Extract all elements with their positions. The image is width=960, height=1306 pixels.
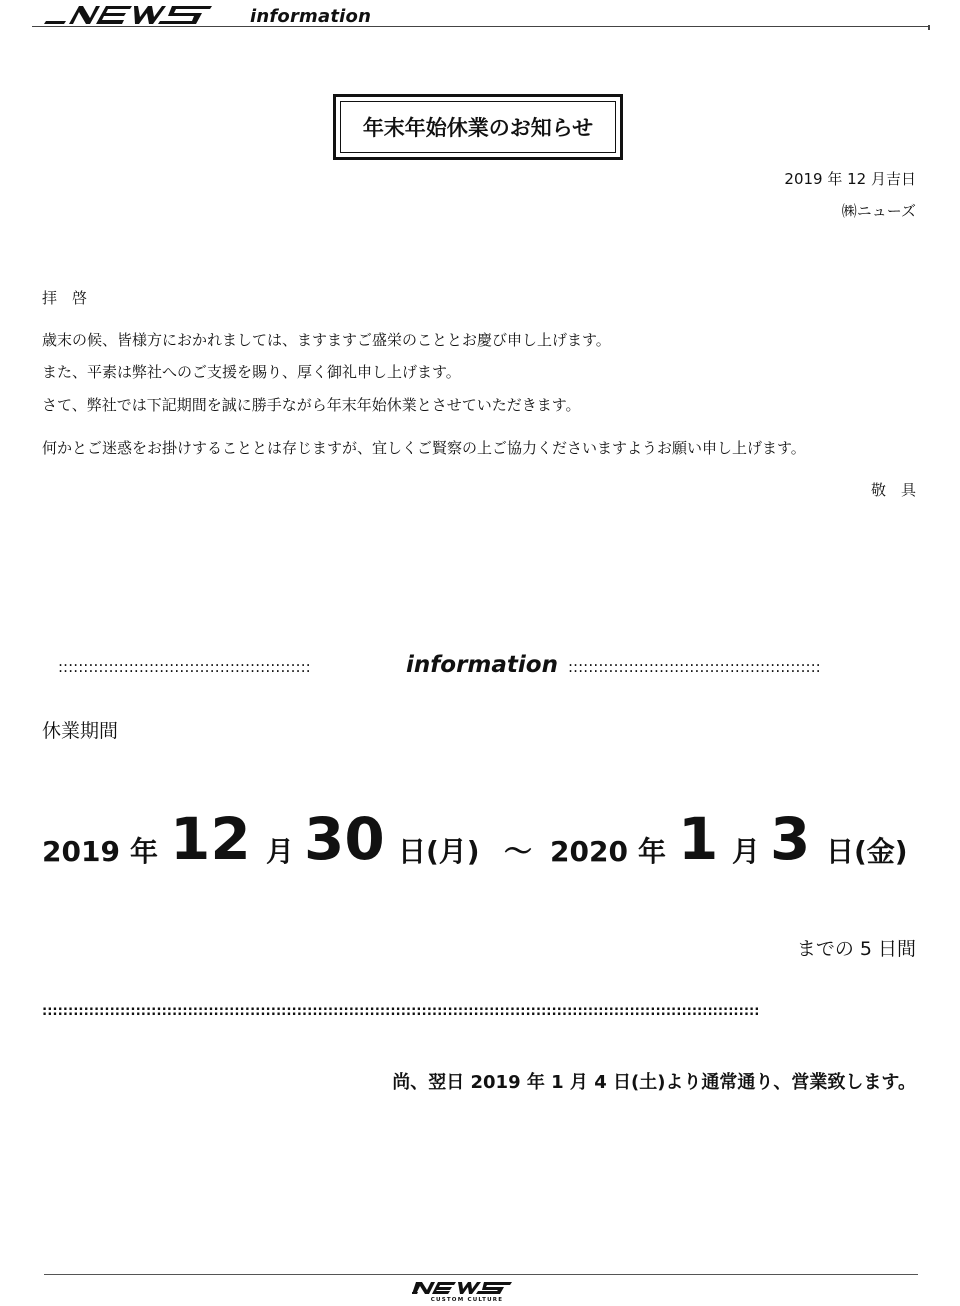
start-day: 30 <box>304 805 385 873</box>
header-rule <box>32 26 930 27</box>
notice-title-box <box>333 94 623 160</box>
end-day: 3 <box>770 805 811 873</box>
closing: 敬 具 <box>870 481 916 499</box>
information-label: information <box>406 652 558 678</box>
end-year-char: 年 <box>638 835 667 868</box>
start-month: 12 <box>170 805 251 873</box>
dotted-separator: :::::::::::::::::::::::::::::::::::::::::::::::::::::::::::::::::::::::::::::::::::::::::::::::::::::::::::::::::::::::::::::::::::::::::: <box>42 1004 760 1019</box>
footer-tagline: CUSTOM CULTURE <box>430 1297 504 1302</box>
salutation: 拝 啓 <box>42 289 88 307</box>
news-logo <box>42 4 232 24</box>
end-day-suffix: 日(金) <box>826 835 908 868</box>
resume-notice: 尚、翌日 2019 年 1 月 4 日(土)より通常通り、営業致します。 <box>392 1072 916 1093</box>
start-day-suffix: 日(月) <box>398 835 480 868</box>
start-month-char: 月 <box>266 835 295 868</box>
end-month-char: 月 <box>732 835 761 868</box>
holiday-total: までの 5 日間 <box>796 938 916 960</box>
holiday-date-range <box>42 800 922 880</box>
information-divider <box>58 652 900 682</box>
news-footer-logo <box>412 1278 522 1302</box>
header-title: information <box>250 6 372 27</box>
range-tilde: ～ <box>504 835 533 868</box>
end-year: 2020 <box>550 835 628 868</box>
end-month: 1 <box>678 805 719 873</box>
start-year: 2019 <box>42 835 120 868</box>
body-line-4: 何かとご迷惑をお掛けすることとは存じますが、宜しくご賢察の上ご協力くださいますようお願い申し上げます。 <box>42 439 806 457</box>
divider-dots-left: :::::::::::::::::::::::::::::::::::::::::::::::::: <box>58 658 311 676</box>
body-line-1: 歳末の候、皆様方におかれましては、ますますご盛栄のこととお慶び申し上げます。 <box>42 331 611 349</box>
company-name: ㈱ニューズ <box>841 202 916 220</box>
start-year-char: 年 <box>130 835 159 868</box>
period-label: 休業期間 <box>42 720 119 742</box>
header-rule-end <box>928 25 930 30</box>
body-line-3: さて、弊社では下記期間を誠に勝手ながら年末年始休業とさせていただきます。 <box>42 396 581 414</box>
notice-date: 2019 年 12 月吉日 <box>784 170 916 188</box>
footer-rule <box>44 1274 918 1275</box>
notice-title: 年末年始休業のお知らせ <box>340 101 616 153</box>
divider-dots-right: :::::::::::::::::::::::::::::::::::::::::::::::::: <box>568 658 821 676</box>
page-header <box>32 4 930 28</box>
body-line-2: また、平素は弊社へのご支援を賜り、厚く御礼申し上げます。 <box>42 363 461 381</box>
